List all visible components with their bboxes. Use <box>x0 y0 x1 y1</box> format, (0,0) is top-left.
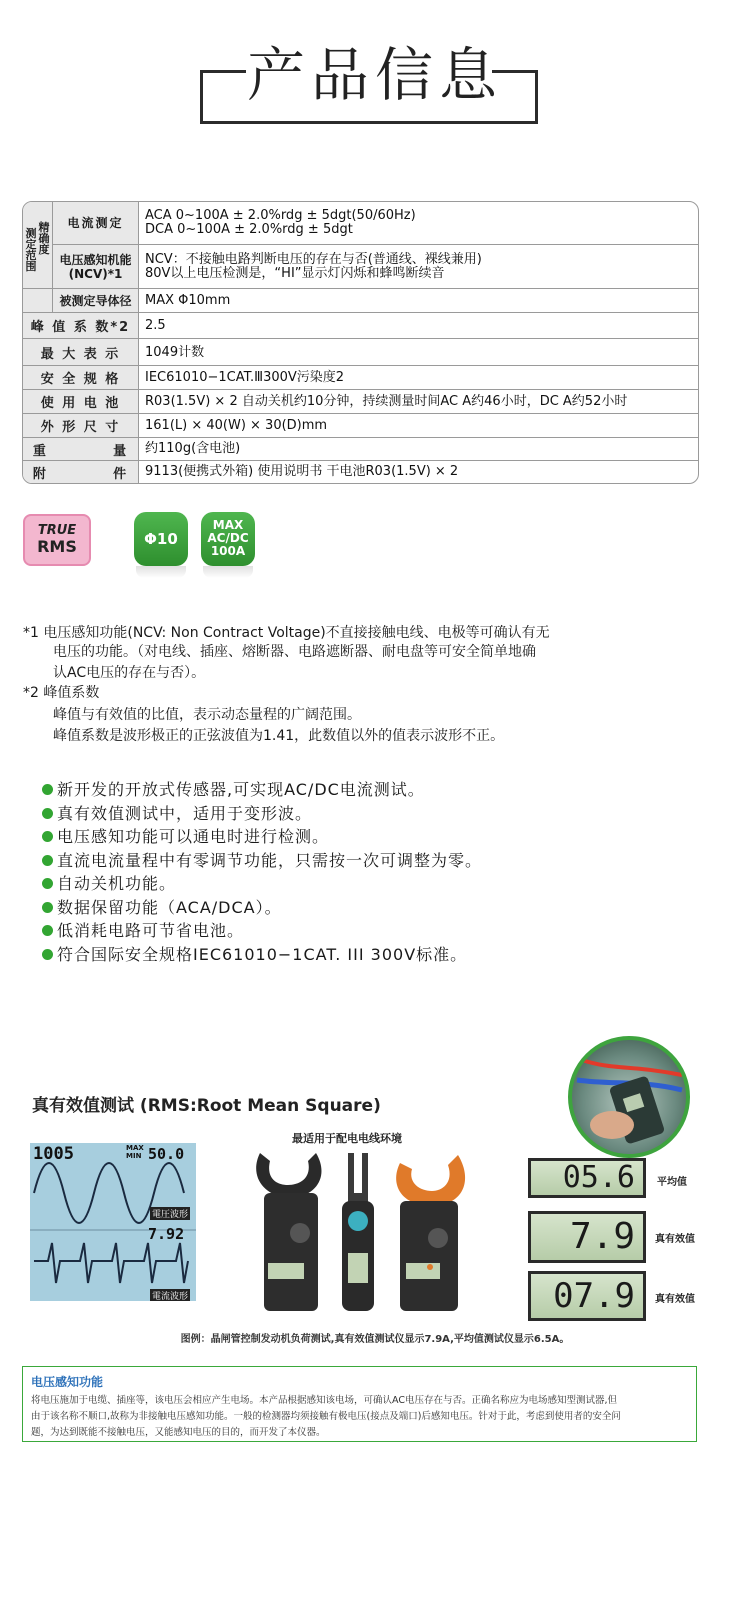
bullet-icon <box>42 949 53 960</box>
spec-accessory-label: 附 件 <box>23 461 139 483</box>
spec-ncv-label-2: (NCV)*1 <box>68 266 123 281</box>
feature-item: 数据保留功能（ACA/DCA）。 <box>42 896 482 920</box>
spec-ncv-label-1: 电压感知机能 <box>59 252 132 267</box>
note1-line3: 认AC电压的存在与否）。 <box>53 665 206 681</box>
feature-item: 电压感知功能可以通电时进行检测。 <box>42 825 482 849</box>
spec-size-label: 外 形 尺 寸 <box>23 414 139 437</box>
note1-line2: 电压的功能。（对电线、插座、熔断器、电路遮断器、耐电盘等可安全简单地确 <box>53 644 536 660</box>
lcd-true-rms-2-label: 真有效值 <box>655 1294 695 1305</box>
spec-current-label: 电流测定 <box>53 202 139 244</box>
scope-frequency: 50.0 <box>148 1145 185 1163</box>
lcd-true-rms-2: 07.9 <box>528 1271 646 1321</box>
spec-row-weight <box>23 437 698 460</box>
lcd-average-label: 平均值 <box>657 1177 687 1188</box>
scope-current-rms: 7.92 <box>148 1225 185 1243</box>
ncv-info-line2: 由于该名称不顺口,故称为非接触电压感知功能。一般的检测器均须接触有极电压(接点及端口)后感知电压。针对于此，考虑到使用者的安全问 <box>31 1411 621 1422</box>
bullet-icon <box>42 831 53 842</box>
clamp-meter-illustration <box>250 1143 478 1315</box>
spec-row-safety <box>23 365 698 389</box>
feature-item: 自动关机功能。 <box>42 872 482 896</box>
feature-item: 新开发的开放式传感器,可实现AC/DC电流测试。 <box>42 778 482 802</box>
note1-line1: *1 电压感知功能(NCV: Non Contract Voltage)不直接接触电线、电极等可确认有无 <box>23 625 550 641</box>
lcd-true-rms-1-label: 真有效值 <box>655 1234 695 1245</box>
lcd-average: 05.6 <box>528 1158 646 1198</box>
spec-row-battery <box>23 389 698 413</box>
spec-battery-label: 使 用 电 池 <box>23 390 139 413</box>
true-rms-badge <box>23 514 91 566</box>
spec-ncv-line2: 80V以上电压检测是，“HI”显示灯闪烁和蜂鸣断续音 <box>145 266 445 281</box>
max-acdc-badge-reflection <box>203 566 253 578</box>
scope-max-label: MAX <box>126 1144 144 1152</box>
rms-caption: 图例：晶闸管控制发动机负荷测试,真有效值测试仪显示7.9A,平均值测试仪显示6.5A。 <box>180 1334 570 1345</box>
phi10-badge: Φ10 <box>134 512 188 566</box>
scope-current-label: 電流波形 <box>150 1289 190 1301</box>
true-rms-badge-bottom: RMS <box>37 537 77 556</box>
true-rms-badge-top: TRUE <box>37 523 77 538</box>
feature-item: 低消耗电路可节省电池。 <box>42 919 482 943</box>
spec-safety-value: IEC61010−1CAT.Ⅲ300V污染度2 <box>145 370 345 385</box>
spec-row-display <box>23 338 698 365</box>
spec-group-label-main: 测定范围 <box>25 227 37 273</box>
ncv-info-box <box>22 1366 697 1442</box>
feature-item: 直流电流量程中有零调节功能，只需按一次可调整为零。 <box>42 849 482 873</box>
spec-conductor-value: MAX Φ10mm <box>145 293 231 308</box>
ncv-info-line3: 题，为达到既能不接触电压，又能感知电压的目的，而开发了本仪器。 <box>31 1427 326 1438</box>
ncv-info-line1: 将电压施加于电缆、插座等，该电压会相应产生电场。本产品根据感知该电场，可确认AC电压存在与否。正确名称应为电场感知型测试器,但 <box>31 1395 617 1406</box>
max-acdc-badge-l1: MAX <box>212 518 244 532</box>
max-acdc-badge <box>201 512 255 566</box>
spec-size-value: 161(L) × 40(W) × 30(D)mm <box>145 418 328 433</box>
feature-item: 符合国际安全规格IEC61010−1CAT. III 300V标准。 <box>42 943 482 967</box>
spec-safety-label: 安 全 规 格 <box>23 366 139 389</box>
spec-battery-value: R03(1.5V) × 2 自动关机约10分钟，持续测量时间AC A约46小时，DC A约52小时 <box>145 394 628 409</box>
note2-line1: *2 峰值系数 <box>23 685 100 701</box>
spec-group-label <box>23 202 53 288</box>
best-for-label: 最适用于配电电线环境 <box>292 1132 402 1145</box>
spec-display-value: 1049计数 <box>145 345 205 360</box>
spec-row-accessory <box>23 460 698 483</box>
spec-table <box>22 201 699 484</box>
scope-voltage-label: 電圧波形 <box>150 1207 190 1220</box>
spec-group-label-sub: 精确度 <box>38 221 50 256</box>
lcd-true-rms-1: 7.9 <box>528 1211 646 1263</box>
bullet-icon <box>42 878 53 889</box>
bullet-icon <box>42 925 53 936</box>
page-title: 产品信息 <box>246 41 503 109</box>
scope-reading-rms: 1005 <box>33 1144 74 1164</box>
bullet-icon <box>42 808 53 819</box>
bullet-icon <box>42 784 53 795</box>
phi10-badge-reflection <box>136 566 186 578</box>
note2-line3: 峰值系数是波形极正的正弦波值为1.41，此数值以外的值表示波形不正。 <box>53 728 505 744</box>
spec-conductor-label: 被测定导体径 <box>53 289 139 312</box>
ncv-info-title: 电压感知功能 <box>31 1375 104 1389</box>
spec-row-conductor <box>23 288 698 312</box>
spec-accessory-value: 9113(便携式外箱) 使用说明书 干电池R03(1.5V) × 2 <box>145 464 459 479</box>
scope-min-label: MIN <box>126 1152 142 1160</box>
feature-item: 真有效值测试中，适用于变形波。 <box>42 802 482 826</box>
spec-row-crest <box>23 312 698 338</box>
note2-line2: 峰值与有效值的比值，表示动态量程的广阔范围。 <box>53 707 361 723</box>
spec-crest-label: 峰 值 系 数*2 <box>23 313 139 338</box>
spec-ncv-line1: NCV：不接触电路判断电压的存在与否(普通线、裸线兼用) <box>145 252 482 267</box>
oscilloscope-screen <box>30 1143 196 1301</box>
usage-photo <box>568 1036 690 1158</box>
max-acdc-badge-l2: AC/DC <box>207 531 249 545</box>
spec-current-line1: ACA 0~100A ± 2.0%rdg ± 5dgt(50/60Hz) <box>145 208 416 223</box>
spec-ncv-label <box>53 244 139 288</box>
bullet-icon <box>42 855 53 866</box>
feature-list <box>42 778 482 966</box>
spec-row-size <box>23 413 698 437</box>
bullet-icon <box>42 902 53 913</box>
rms-section-title: 真有效值测试 (RMS:Root Mean Square) <box>32 1096 381 1116</box>
spec-crest-value: 2.5 <box>145 318 166 333</box>
spec-weight-label: 重 量 <box>23 438 139 460</box>
spec-display-label: 最 大 表 示 <box>23 339 139 365</box>
spec-weight-value: 约110g(含电池) <box>145 441 241 456</box>
max-acdc-badge-l3: 100A <box>210 544 246 558</box>
spec-current-line2: DCA 0~100A ± 2.0%rdg ± 5dgt <box>145 222 353 237</box>
